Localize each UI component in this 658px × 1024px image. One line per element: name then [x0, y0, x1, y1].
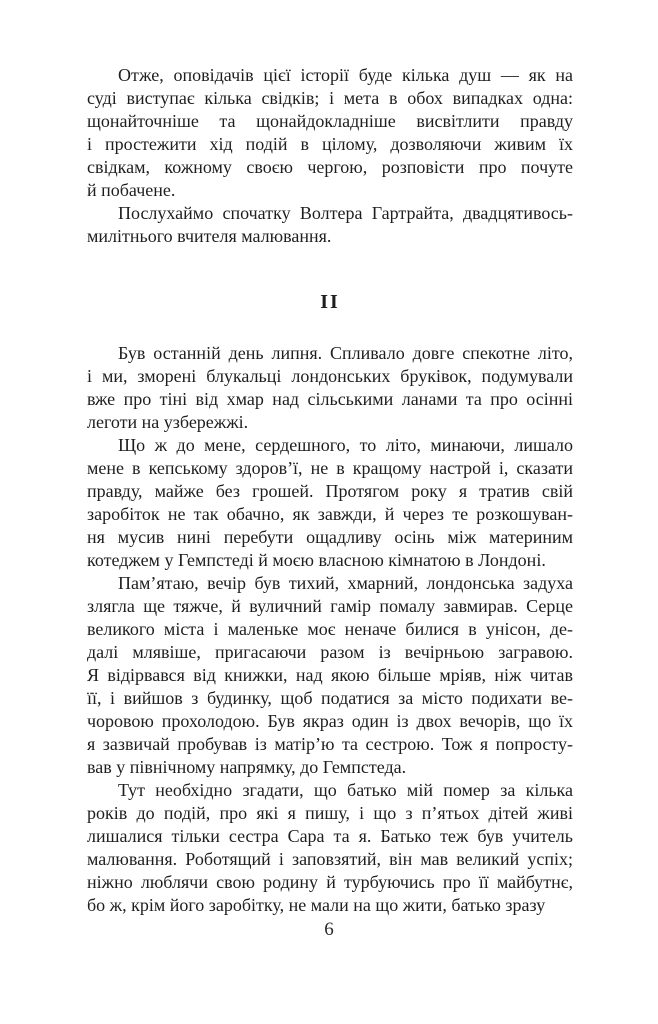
text-line: свідкам, кожному своєю чергою, розповісти про почуте: [87, 157, 573, 177]
text-line: мене в кепському здоров’ї, не в кращому настрой і, сказати: [87, 458, 573, 478]
text-line: заробіток не так обачно, як завжди, й через те розкошуван-: [87, 504, 573, 524]
text-line: і простежити хід подій в цілому, дозволяючи живим їх: [87, 134, 573, 154]
text-line: лишалися тільки сестра Сара та я. Батько теж був учитель: [87, 826, 573, 846]
text-line: малювання. Роботящий і заповзятий, він мав великий успіх;: [87, 849, 573, 869]
text-line: її, і вийшов з будинку, щоб податися за місто подихати ве-: [87, 688, 573, 708]
text-line: років до подій, про які я пишу, і що з п’ятьох дітей живі: [87, 803, 573, 823]
text-line: злягла ще тяжче, й вуличний гамір помалу завмирав. Серце: [87, 596, 573, 616]
text-line: Послухаймо спочатку Волтера Гартрайта, двадцятивось-: [118, 203, 573, 223]
text-line: Я відірвався від книжки, над якою більше мріяв, ніж читав: [87, 665, 573, 685]
section-heading: II: [320, 291, 340, 313]
text-line: правду, майже без грошей. Протягом року я тратив свій: [87, 481, 573, 501]
paragraph: [87, 572, 573, 779]
paragraph: [87, 779, 573, 917]
text-line: вже про тіні від хмар над сільськими ланами та про осінні: [87, 389, 573, 409]
text-line: суді виступає кілька свідків; і мета в обох випадках одна:: [87, 88, 573, 108]
text-line: щонайточніше та щонайдокладніше висвітлити правду: [87, 111, 573, 131]
text-line: котеджем у Гемпстеді й моєю власною кімнатою в Лондоні.: [87, 550, 546, 570]
text-line: великого міста і маленьке моє неначе билися в унісон, де-: [87, 619, 573, 639]
text-line: ніжно люблячи свою родину й турбуючись про її майбутнє,: [87, 872, 573, 892]
text-line: милітнього вчителя малювання.: [87, 226, 332, 246]
text-line: я зазвичай пробував із матір’ю та сестрою. Тож я попросту-: [87, 734, 573, 754]
text-block: [87, 64, 573, 917]
text-line: бо ж, крім його заробітку, не мали на що жити, батько зразу: [87, 895, 546, 915]
paragraph: [87, 342, 573, 434]
text-line: і ми, зморені блукальці лондонських бруківок, подумували: [87, 366, 573, 386]
page-number: 6: [324, 919, 334, 940]
text-line: далі млявіше, пригасаючи разом із вечірньою загравою.: [87, 642, 573, 662]
text-line: леготи на узбережжі.: [87, 412, 249, 432]
text-line: Що ж до мене, сердешного, то літо, минаючи, лишало: [118, 435, 573, 455]
text-line: Отже, оповідачів цієї історії буде кілька душ — як на: [118, 65, 573, 85]
paragraph: [87, 202, 573, 248]
paragraph: [87, 64, 573, 202]
text-line: Тут необхідно згадати, що батько мій помер за кілька: [118, 780, 573, 800]
text-line: вав у північному напрямку, до Гемпстеда.: [87, 757, 407, 777]
text-line: й побачене.: [87, 180, 176, 200]
text-line: чоровою прохолодою. Був якраз один із двох вечорів, що їх: [87, 711, 573, 731]
text-line: Пам’ятаю, вечір був тихий, хмарний, лондонська задуха: [118, 573, 573, 593]
text-line: Був останній день липня. Спливало довге спекотне літо,: [118, 343, 573, 363]
paragraph: [87, 434, 573, 572]
text-line: ня мусив нині перебути ощадливу осінь між материним: [87, 527, 573, 547]
